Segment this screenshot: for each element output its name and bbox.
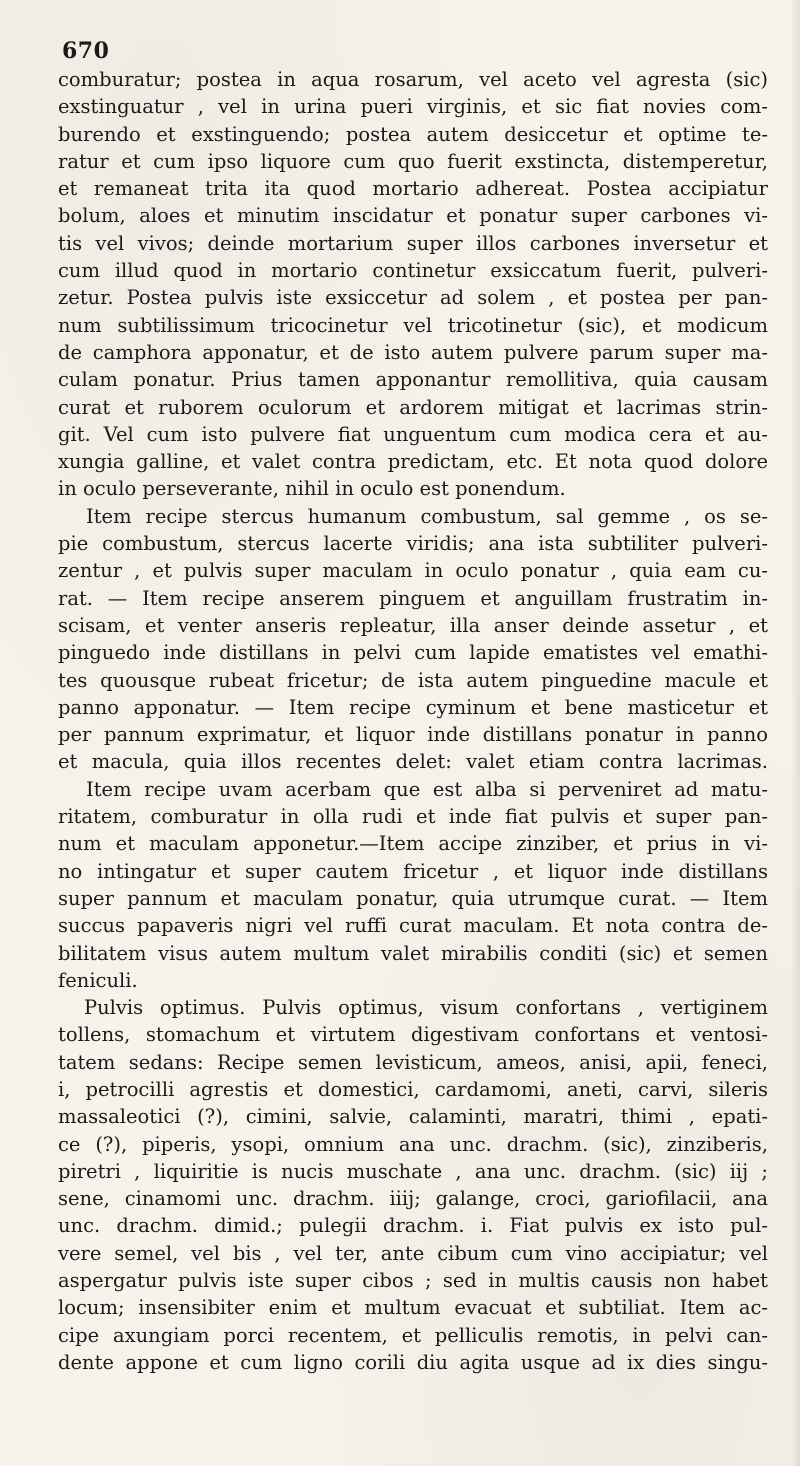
text-line: dente appone et cum ligno corili diu agita usque ad ix dies singu- [58,1350,768,1374]
text-line: feniculi. [58,968,138,992]
text-line: piretri , liquiritie is nucis muschate , ana unc. drachm. (sic) iij ; [58,1159,768,1183]
page-edge-shadow [790,0,800,1466]
text-line: zentur , et pulvis super maculam in oculo ponatur , quia eam cu- [58,559,768,583]
text-line: xungia galline, et valet contra predictam, etc. Et nota quod dolore [58,450,768,474]
text-line: curat et ruborem oculorum et ardorem mitigat et lacrimas strin- [58,395,768,419]
text-line: pie combustum, stercus lacerte viridis; ana ista subtiliter pulveri- [58,532,768,556]
text-line: unc. drachm. dimid.; pulegii drachm. i. Fiat pulvis ex isto pul- [58,1214,768,1238]
text-line: num et maculam apponetur.—Item accipe zinziber, et prius in vi- [58,832,768,856]
text-line: de camphora apponatur, et de isto autem pulvere parum super ma- [58,340,768,364]
text-line: scisam, et venter anseris repleatur, illa anser deinde assetur , et [58,613,768,637]
paragraph-start-line: Item recipe stercus humanum combustum, sal gemme , os se- [86,504,768,528]
text-line: ce (?), piperis, ysopi, omnium ana unc. drachm. (sic), zinziberis, [58,1132,768,1156]
text-line: exstinguatur , vel in urina pueri virginis, et sic fiat novies com- [58,95,768,119]
text-line: tes quousque rubeat fricetur; de ista autem pinguedine macule et [58,668,768,692]
text-line: ritatem, comburatur in olla rudi et inde fiat pulvis et super pan- [58,805,768,829]
body-text [56,66,768,1376]
text-line: num subtilissimum tricocinetur vel tricotinetur (sic), et modicum [58,313,768,337]
text-line: culam ponatur. Prius tamen apponantur remollitiva, quia causam [58,368,768,392]
text-line: cipe axungiam porci recentem, et pelliculis remotis, in pelvi can- [58,1323,768,1347]
text-line: git. Vel cum isto pulvere fiat unguentum cum modica cera et au- [58,422,768,446]
text-line: et macula, quia illos recentes delet: valet etiam contra lacrimas. [58,750,768,774]
text-line: panno apponatur. — Item recipe cyminum et bene masticetur et [58,695,768,719]
text-line: in oculo perseverante, nihil in oculo est ponendum. [58,477,566,501]
text-line: et remaneat trita ita quod mortario adhereat. Postea accipiatur [58,177,768,201]
text-line: cum illud quod in mortario continetur exsiccatum fuerit, pulveri- [58,259,768,283]
text-line: aspergatur pulvis iste super cibos ; sed in multis causis non habet [58,1269,768,1293]
text-line: tis vel vivos; deinde mortarium super illos carbones inversetur et [58,231,768,255]
text-line: vere semel, vel bis , vel ter, ante cibum cum vino accipiatur; vel [58,1241,768,1265]
text-line: sene, cinamomi unc. drachm. iiij; galange, croci, gariofilacii, ana [58,1187,768,1211]
text-line: ratur et cum ipso liquore cum quo fuerit exstincta, distemperetur, [58,149,768,173]
text-line: per pannum exprimatur, et liquor inde distillans ponatur in panno [58,723,768,747]
text-line: succus papaveris nigri vel ruffi curat maculam. Et nota contra de- [58,914,768,938]
text-line: zetur. Postea pulvis iste exsiccetur ad solem , et postea per pan- [58,286,768,310]
text-line: tollens, stomachum et virtutem digestivam confortans et ventosi- [58,1023,768,1047]
text-line: locum; insensibiter enim et multum evacuat et subtiliat. Item ac- [58,1296,768,1320]
text-line: bilitatem visus autem multum valet mirabilis conditi (sic) et semen [58,941,768,965]
section-heading-line: Pulvis optimus. Pulvis optimus, visum confortans , vertiginem [84,996,768,1020]
text-line: comburatur; postea in aqua rosarum, vel aceto vel agresta (sic) [58,68,768,91]
text-line: i, petrocilli agrestis et domestici, cardamomi, aneti, carvi, sileris [58,1077,768,1101]
text-line: no intingatur et super cautem fricetur , et liquor inde distillans [58,859,768,883]
text-line: tatem sedans: Recipe semen levisticum, ameos, anisi, apii, feneci, [58,1050,768,1074]
paragraph-start-line: Item recipe uvam acerbam que est alba si perveniret ad matu- [86,777,768,801]
text-line: bolum, aloes et minutim inscidatur et ponatur super carbones vi- [58,204,768,228]
text-line: super pannum et maculam ponatur, quia utrumque curat. — Item [58,886,768,910]
page-number: 670 [62,38,110,64]
text-line: rat. — Item recipe anserem pinguem et anguillam frustratim in- [58,586,768,610]
text-line: pinguedo inde distillans in pelvi cum lapide ematistes vel emathi- [58,641,768,665]
text-line: burendo et exstinguendo; postea autem desiccetur et optime te- [58,122,768,146]
text-line: massaleotici (?), cimini, salvie, calaminti, maratri, thimi , epati- [58,1105,768,1129]
